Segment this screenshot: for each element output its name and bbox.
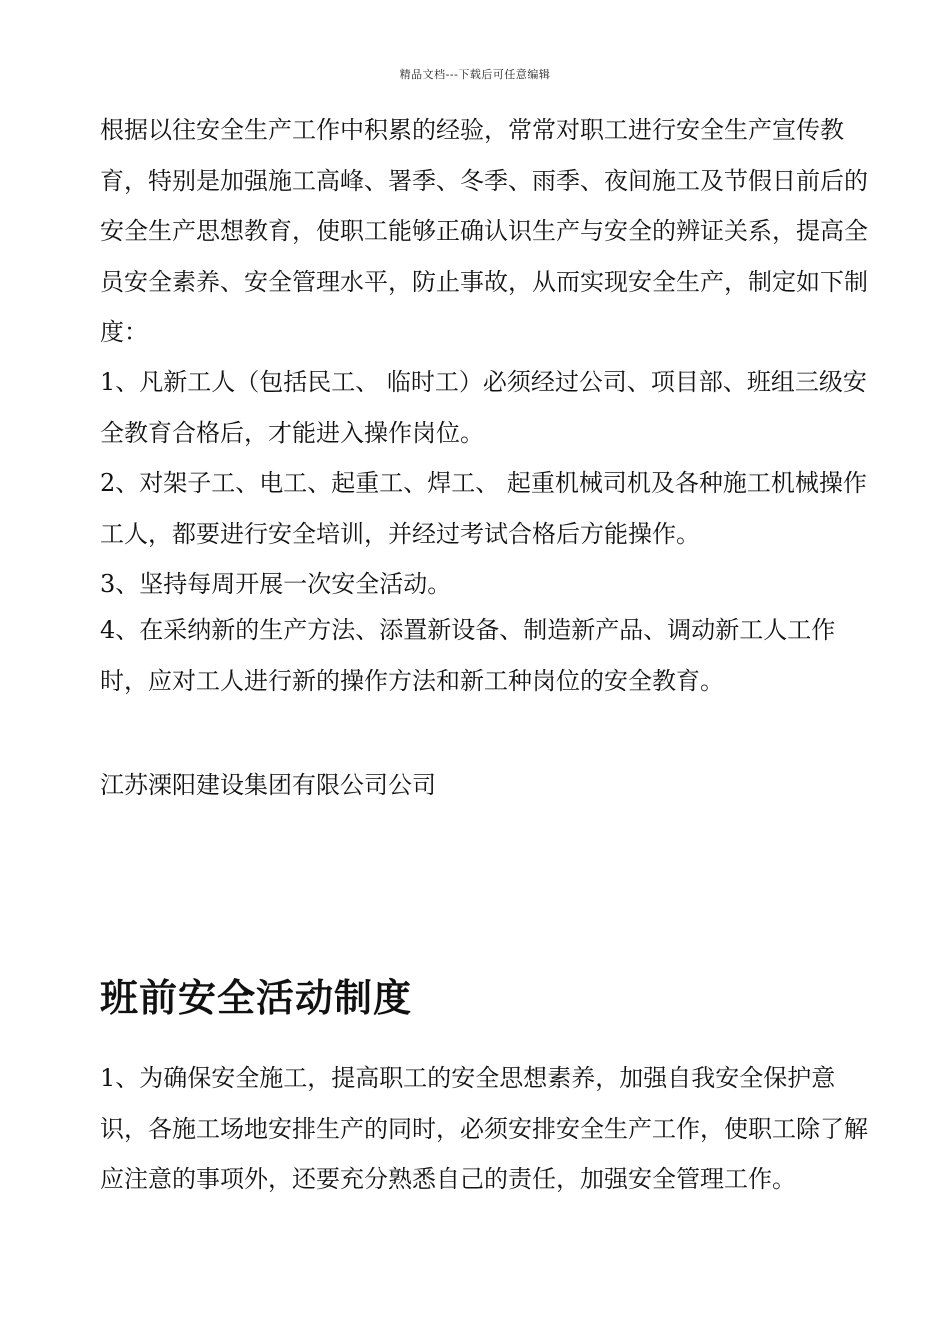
rule-item-3: 3、坚持每周开展一次安全活动。 (100, 570, 452, 598)
rule-item-2: 2、对架子工、电工、起重工、焊工、 起重机械司机及各种施工机械操作工人，都要进行安全培训，并经过考试合格后方能操作。 (100, 469, 867, 548)
page-header-watermark: 精品文档---下载后可任意编辑 (399, 68, 551, 81)
intro-paragraph: 根据以往安全生产工作中积累的经验，常常对职工进行安全生产宣传教育，特别是加强施工高峰、署季、冬季、雨季、夜间施工及节假日前后的安全生产思想教育，使职工能够正确认识生产与安全的辨证关系，提高全员安全素养、安全管理水平，防止事故，从而实现安全生产，制定如下制度： (100, 116, 868, 346)
company-name: 江苏溧阳建设集团有限公司公司 (100, 771, 436, 799)
rule-item-1: 1、凡新工人（包括民工、 临时工）必须经过公司、项目部、班组三级安全教育合格后，才能进入操作岗位。 (100, 368, 867, 447)
section-title: 班前安全活动制度 (100, 975, 413, 1020)
rule-item-4: 4、在采纳新的生产方法、添置新设备、制造新产品、调动新工人工作时，应对工人进行新的操作方法和新工种岗位的安全教育。 (100, 616, 836, 695)
section-rule-item-1: 1、为确保安全施工，提高职工的安全思想素养，加强自我安全保护意识，各施工场地安排生产的同时，必须安排安全生产工作，使职工除了解应注意的事项外，还要充分熟悉自己的责任，加强安全管理工作。 (100, 1064, 868, 1193)
